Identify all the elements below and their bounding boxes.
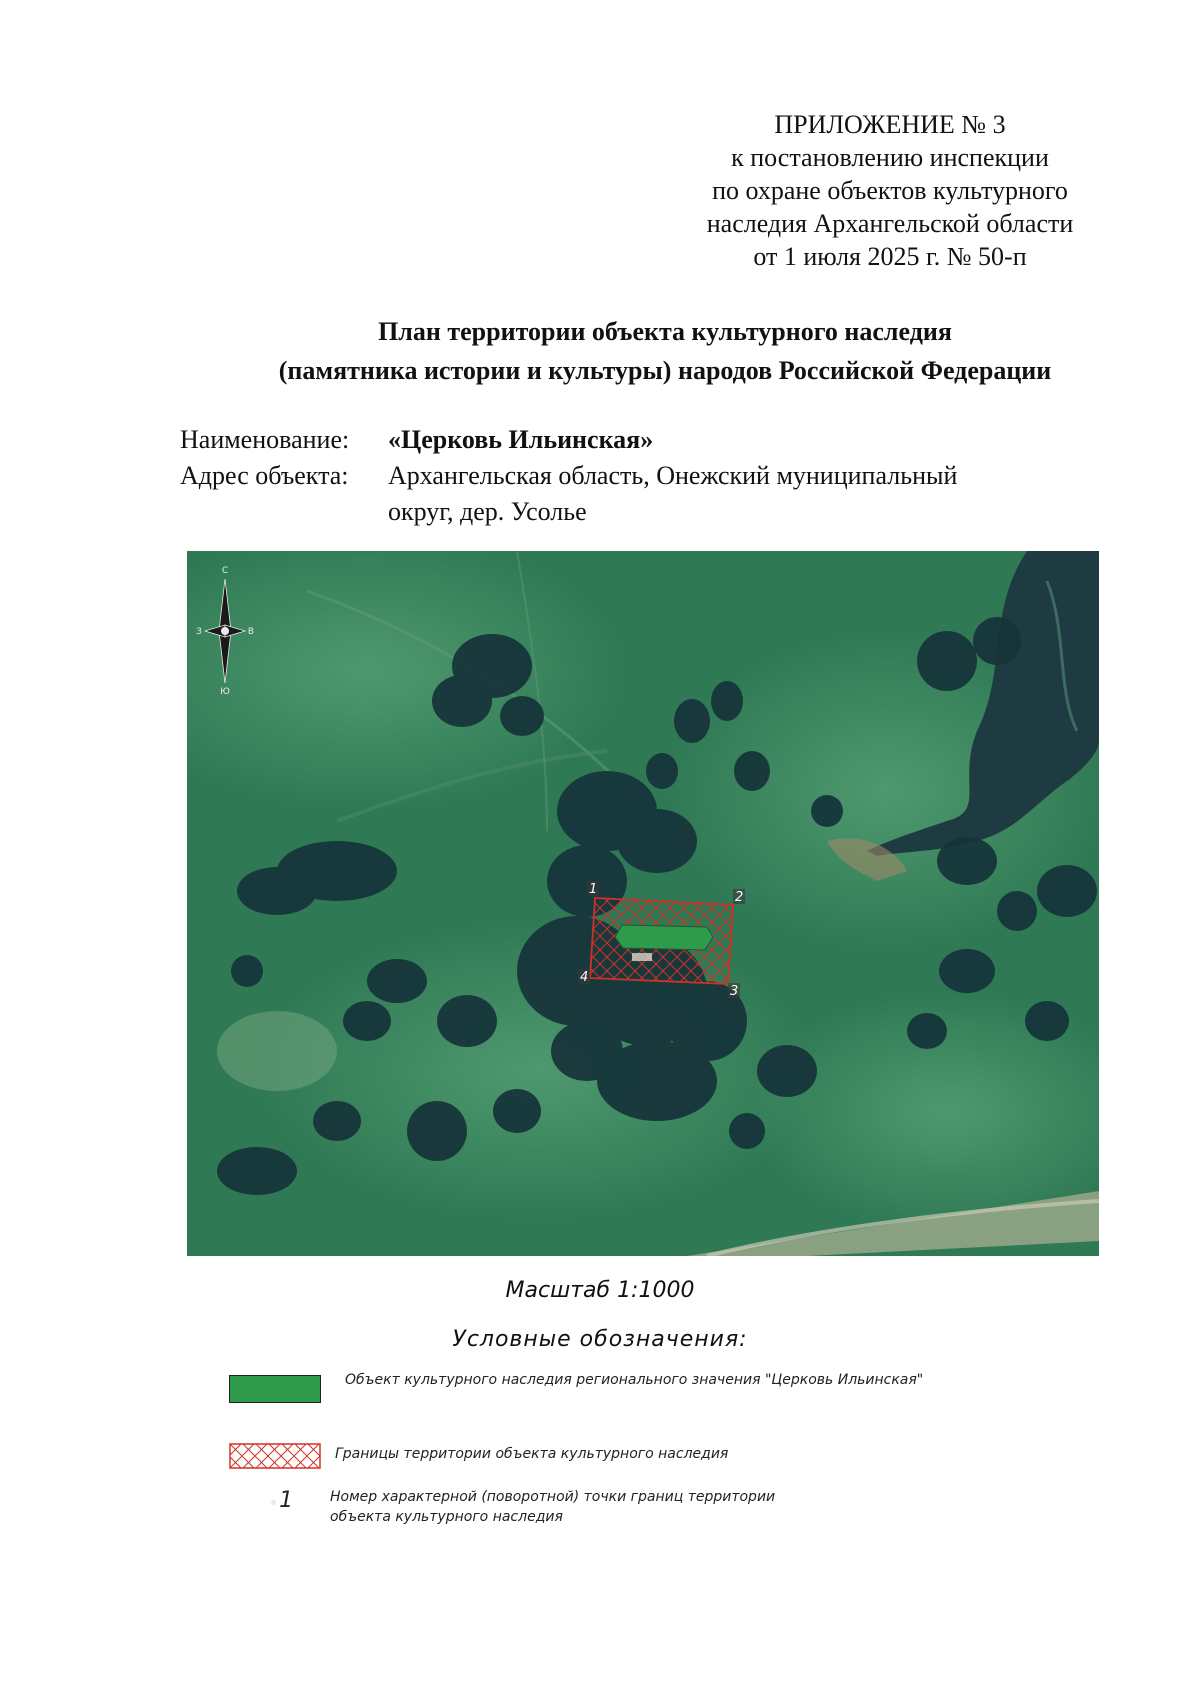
name-label: Наименование: [180, 425, 350, 454]
compass-east: В [247, 627, 255, 637]
address-label: Адрес объекта: [180, 461, 349, 490]
map-canvas [187, 551, 1099, 1256]
satellite-map [187, 551, 1099, 1256]
document-title [130, 312, 1200, 390]
address-line: округ, дер. Усолье [388, 497, 587, 526]
compass-north: С [221, 566, 229, 576]
point-label: 1 [589, 882, 598, 897]
legend-title: Условные обозначения: [452, 1327, 748, 1352]
legend-point-text [330, 1487, 775, 1527]
appendix-number: ПРИЛОЖЕНИЕ № 3 [774, 110, 1006, 139]
legend-point-text-line: Номер характерной (поворотной) точки границ территории [330, 1489, 776, 1505]
address-line: Архангельская область, Онежский муниципальный [388, 461, 958, 490]
appendix-date: от 1 июля 2025 г. № 50-п [753, 242, 1027, 271]
appendix-line: к постановлению инспекции [731, 143, 1049, 172]
object-info [180, 422, 1130, 530]
legend-point-symbol: ◦1 [270, 1488, 294, 1513]
appendix-line: наследия Архангельской области [706, 209, 1074, 238]
map-scale: Масштаб 1:1000 [505, 1278, 695, 1303]
legend-boundary-swatch [229, 1443, 321, 1469]
point-label: 3 [730, 984, 739, 999]
church-object [615, 925, 713, 950]
appendix-line: по охране объектов культурного [712, 176, 1068, 205]
appendix-header [640, 108, 1140, 273]
address-row [180, 458, 1130, 530]
legend-boundary-text: Границы территории объекта культурного наследия [335, 1446, 729, 1462]
title-line: План территории объекта культурного наследия [378, 317, 952, 346]
point-label: 4 [580, 970, 589, 985]
compass-south: Ю [220, 687, 230, 697]
name-value: «Церковь Ильинская» [388, 425, 654, 454]
name-row [180, 422, 1130, 458]
title-line: (памятника истории и культуры) народов Российской Федерации [278, 356, 1052, 385]
compass-west: З [196, 627, 202, 637]
point-label: 2 [735, 890, 744, 905]
legend-point-text-line: объекта культурного наследия [330, 1509, 563, 1525]
legend-object-swatch [229, 1375, 321, 1403]
legend-point-number: 1 [279, 1488, 294, 1513]
legend-object-text: Объект культурного наследия регионального значения "Церковь Ильинская" [345, 1372, 924, 1388]
